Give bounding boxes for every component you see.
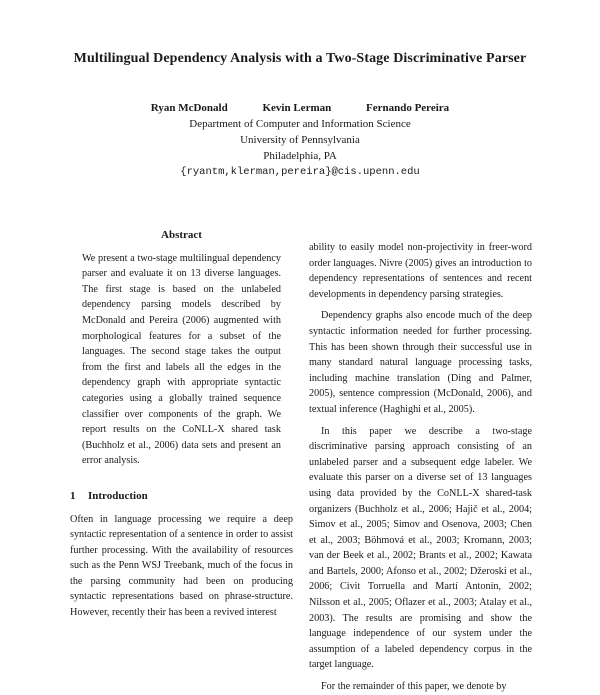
left-column — [70, 228, 293, 621]
abstract-text: We present a two-stage multilingual dependency parser and evaluate it on 13 diverse languages. The first stage is based on the unlabeled dependency parsing models described by McDonald and Pereira (2006) augmented with morphological features for a subset of the languages. The second stage takes the output from the first and labels all the edges in the dependency graph with appropriate syntactic categories using a globally trained sequence classifier over components of the graph. We report results on the CoNLL-X shared task (Buchholz et al., 2006) data sets and present an error analysis. — [82, 252, 281, 467]
author-names — [0, 100, 600, 116]
body-paragraph: In this paper we describe a two-stage discriminative parsing approach consisting of an unlabeled parser and a subsequent edge labeler. We evaluate this parser on a diverse set of 13 languages using data provided by the CoNLL-X shared-task organizers (Buchholz et al., 2006; Hajič et al., 2004; Simov et al., 2005; Simov and Osenova, 2003; Chen et al., 2003; Böhmová et al., 2003; Kromann, 2003; van der Beek et al., 2002; Brants et al., 2002; Kawata and Bartels, 2000; Afonso et al., 2002; Džeroski et al., 2006; Civit Torruella and Martí Antonín, 2002; Nilsson et al., 2005; Oflazer et al., 2003; Atalay et al., 2003). The results are promising and show the language independence of our system under the assumption of a labeled dependency corpus in the target language. — [309, 425, 532, 671]
body-paragraph: For the remainder of this paper, we denote by — [321, 681, 507, 693]
section-title: Introduction — [88, 489, 148, 502]
affiliation-department: Department of Computer and Information Science — [189, 118, 411, 130]
author-block — [0, 100, 600, 180]
body-paragraph: Dependency graphs also encode much of the deep syntactic information needed for further processing. This has been shown through their successful use in many standard natural language processing tasks, including machine translation (Ding and Palmer, 2005), sentence compression (McDonald, 2006), and textual inference (Haghighi et al., 2005). — [309, 310, 532, 415]
section-number: 1 — [70, 489, 76, 502]
author-email: {ryantm,klerman,pereira}@cis.upenn.edu — [180, 166, 420, 178]
affiliation-university: University of Pennsylvania — [240, 134, 360, 146]
body-paragraph: ability to easily model non-projectivity in freer-word order languages. Nivre (2005) gives an introduction to dependency representations of sentences and recent developments in dependency parsing strategies. — [309, 242, 532, 300]
author-name: Fernando Pereira — [365, 102, 450, 114]
section-heading — [70, 489, 293, 505]
paper-title: Multilingual Dependency Analysis with a Two-Stage Discriminative Parser — [73, 51, 527, 66]
affiliation-city: Philadelphia, PA — [263, 150, 337, 162]
right-column — [309, 240, 532, 695]
intro-paragraph: Often in language processing we require a deep syntactic representation of a sentence in order to assist further processing. With the availability of resources such as the Penn WSJ Treebank, much of the focus in the parsing community had been on producing syntactic representations based on phrase-structure. However, recently their has been a revived interest — [70, 513, 293, 619]
abstract-heading: Abstract — [161, 229, 202, 241]
author-name: Ryan McDonald — [150, 102, 228, 114]
author-name: Kevin Lerman — [262, 102, 332, 114]
